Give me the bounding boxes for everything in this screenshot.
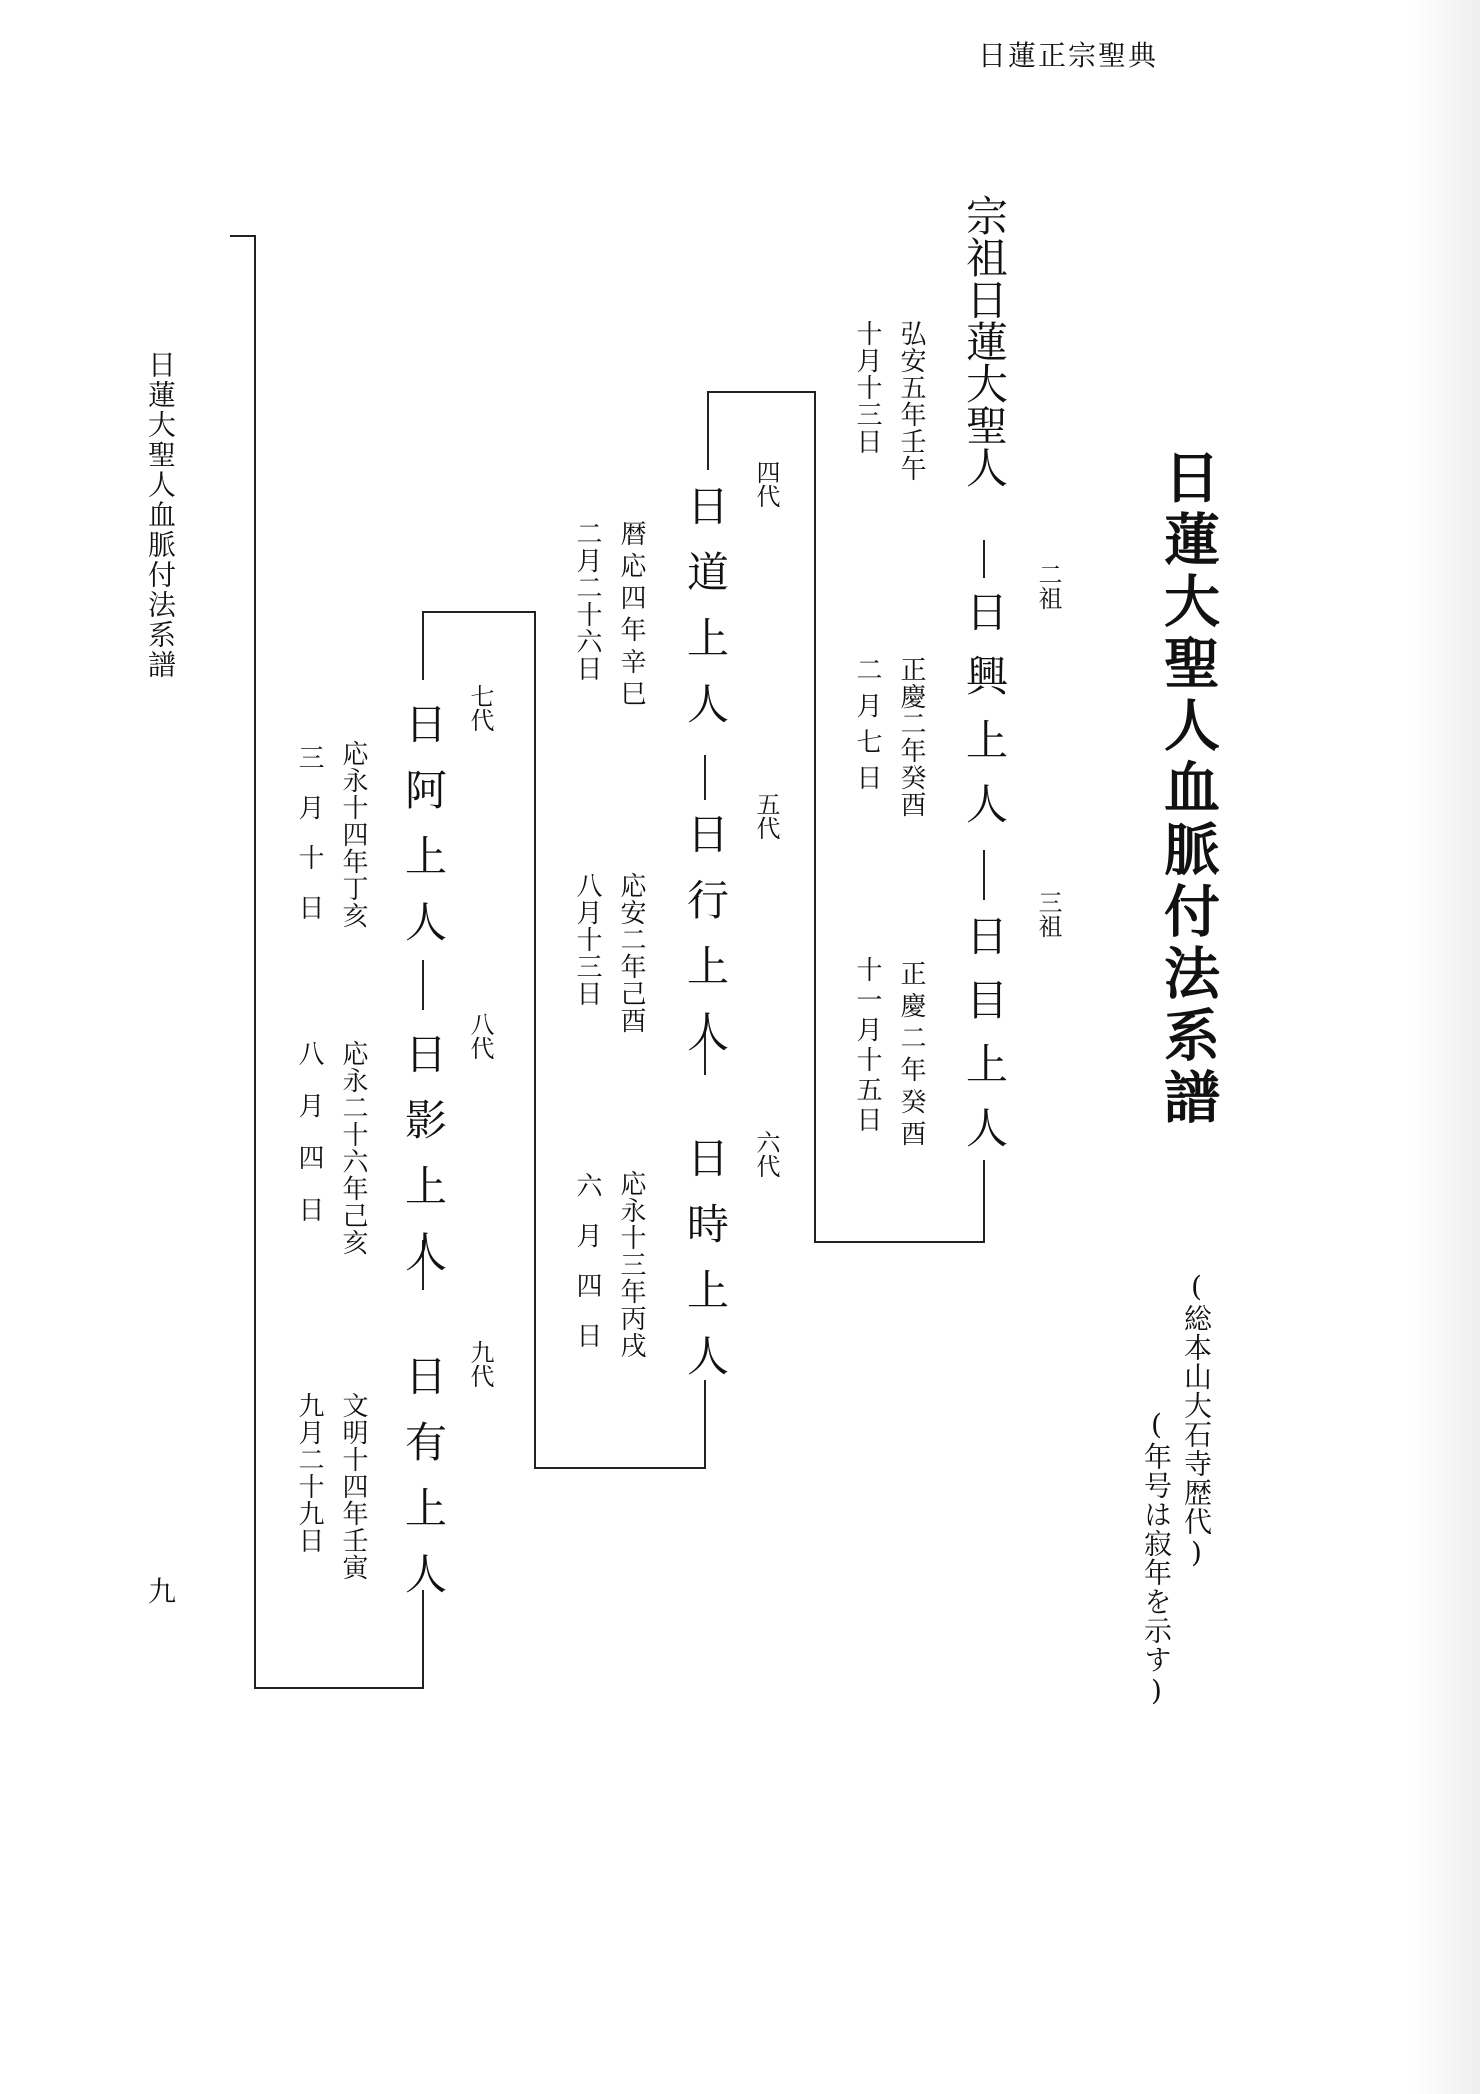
lineage-name: 日影上人 — [399, 1032, 448, 1296]
lineage-date-year: 正慶二年癸酉 — [896, 960, 926, 1152]
title-subtitle-note: (年号は寂年を示す) — [1140, 1408, 1173, 1708]
lineage-name: 日時上人 — [681, 1136, 730, 1400]
lineage-date-year: 応永二十六年己亥 — [338, 1040, 368, 1256]
lineage-name: 日阿上人 — [399, 702, 448, 966]
lineage-date-year: 暦応四年辛巳 — [616, 520, 646, 712]
lineage-date-day: 九月二十九日 — [294, 1392, 324, 1554]
page-number: 九 — [148, 1575, 177, 1608]
rank-label: 六代 — [752, 1130, 780, 1178]
lineage-name: 日有上人 — [399, 1354, 448, 1618]
lineage-date-day: 二月二十六日 — [572, 520, 602, 682]
book-title-header: 日蓮正宗聖典 — [978, 39, 1159, 72]
rank-label: 四代 — [752, 460, 780, 508]
rank-label: 二祖 — [1034, 562, 1062, 610]
lineage-name: 日興上人 — [960, 590, 1009, 846]
lineage-date-day: 八月四日 — [294, 1040, 324, 1248]
title-subtitle-temple: (総本山大石寺歴代) — [1180, 1270, 1213, 1570]
lineage-date-day: 十一月十五日 — [852, 956, 882, 1136]
rank-label: 五代 — [752, 792, 780, 840]
lineage-name: 日行上人 — [681, 812, 730, 1076]
rank-label: 八代 — [466, 1012, 494, 1060]
lineage-name: 日道上人 — [681, 484, 730, 748]
founder-date-day: 十月十三日 — [852, 320, 882, 455]
lineage-date-year: 正慶二年癸酉 — [896, 656, 926, 818]
side-caption: 日蓮大聖人血脈付法系譜 — [144, 350, 177, 680]
lineage-date-day: 二月七日 — [852, 656, 882, 800]
lineage-date-year: 応永十三年丙戌 — [616, 1170, 646, 1359]
lineage-date-year: 応安二年己酉 — [616, 872, 646, 1034]
bracket-outer-left — [230, 236, 423, 1688]
rank-label: 九代 — [466, 1340, 494, 1388]
lineage-date-year: 文明十四年壬寅 — [338, 1392, 368, 1581]
lineage-date-day: 三月十日 — [294, 744, 324, 944]
rank-label: 七代 — [466, 684, 494, 732]
lineage-date-year: 応永十四年丁亥 — [338, 740, 368, 929]
rank-label: 三祖 — [1034, 890, 1062, 938]
page-title: 日蓮大聖人血脈付法系譜 — [1155, 448, 1221, 1130]
founder-name: 宗祖日蓮大聖人 — [960, 194, 1009, 488]
lineage-date-day: 六月四日 — [572, 1172, 602, 1372]
founder-date-year: 弘安五年壬午 — [896, 320, 926, 482]
bracket-nichimoku-nichido — [708, 392, 984, 1242]
lineage-date-day: 八月十三日 — [572, 872, 602, 1007]
lineage-name: 日目上人 — [960, 914, 1009, 1170]
